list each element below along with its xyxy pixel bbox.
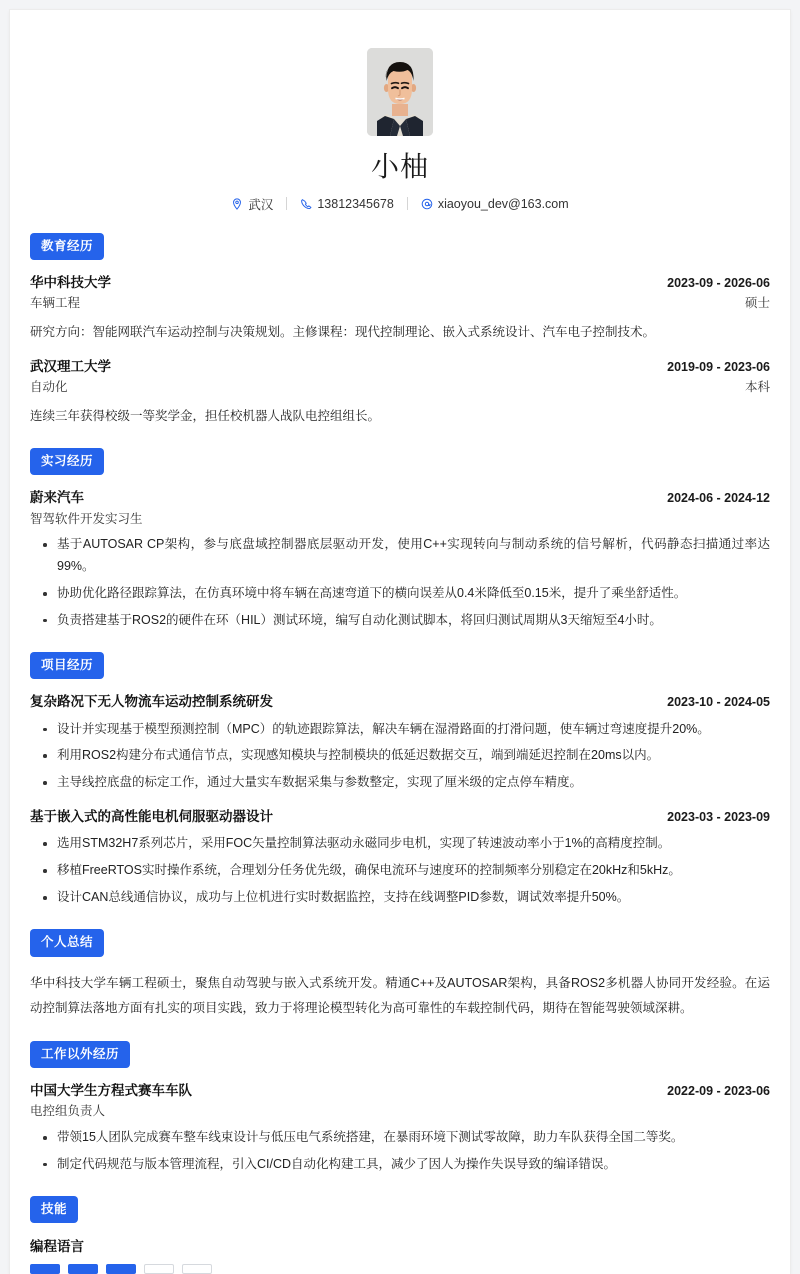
education-entry <box>30 357 770 428</box>
section-summary <box>30 929 770 1021</box>
list-item: 设计并实现基于模型预测控制（MPC）的轨迹跟踪算法，解决车辆在湿滑路面的打滑问题，使车辆过弯速度提升20%。 <box>30 719 770 741</box>
list-item: 基于AUTOSAR CP架构，参与底盘域控制器底层驱动开发，使用C++实现转向与制动系统的信号解析，代码静态扫描通过率达99%。 <box>30 534 770 578</box>
activity-list <box>30 1127 770 1176</box>
education-description: 连续三年获得校级一等奖学金，担任校机器人战队电控组组长。 <box>30 408 381 423</box>
page-title: 小柚 <box>370 151 429 182</box>
skill-rating-box-filled <box>68 1264 98 1274</box>
job-title: 智驾软件开发实习生 <box>30 511 143 526</box>
location-pin-icon <box>231 198 243 210</box>
project-detail-list <box>30 719 770 795</box>
entry-header <box>30 807 770 827</box>
list-item: 负责搭建基于ROS2的硬件在环（HIL）测试环境，编写自动化测试脚本，将回归测试周期从3天缩短至4小时。 <box>30 610 770 632</box>
contact-phone-value: 13812345678 <box>317 196 394 211</box>
section-badge-extracurricular: 工作以外经历 <box>30 1041 130 1069</box>
section-badge-skills: 技能 <box>30 1196 78 1224</box>
organization-name: 中国大学生方程式赛车车队 <box>30 1083 192 1099</box>
skill-rating-box-filled <box>106 1264 136 1274</box>
list-item: 设计CAN总线通信协议，成功与上位机进行实时数据监控，支持在线调整PID参数，调试效率提升50%。 <box>30 887 770 909</box>
resume-page <box>10 10 790 1274</box>
contact-email <box>408 197 582 211</box>
entry-header <box>30 357 770 377</box>
skill-item <box>30 1237 770 1273</box>
internship-entry <box>30 488 770 632</box>
resume-header <box>30 10 770 213</box>
major: 车辆工程 <box>30 296 81 311</box>
date-range: 2023-09 - 2026-06 <box>667 276 770 291</box>
project-entry <box>30 807 770 909</box>
section-projects <box>30 652 770 909</box>
school-name: 武汉理工大学 <box>30 358 111 374</box>
project-detail-list <box>30 833 770 909</box>
date-range: 2023-10 - 2024-05 <box>667 695 770 710</box>
project-entry <box>30 692 770 794</box>
contact-row <box>30 195 770 213</box>
skill-rating-box-empty <box>182 1264 212 1274</box>
avatar <box>367 48 433 136</box>
role-title: 电控组负责人 <box>30 1104 106 1119</box>
entry-header <box>30 1081 770 1101</box>
avatar-container <box>30 48 770 136</box>
section-badge-projects: 项目经历 <box>30 652 104 680</box>
responsibility-list <box>30 534 770 632</box>
list-item: 制定代码规范与版本管理流程，引入CI/CD自动化构建工具，减少了因人为操作失误导致的编译错误。 <box>30 1154 770 1176</box>
list-item: 协助优化路径跟踪算法，在仿真环境中将车辆在高速弯道下的横向误差从0.4米降低至0.15米，提升了乘坐舒适性。 <box>30 583 770 605</box>
personal-summary-text: 华中科技大学车辆工程硕士，聚焦自动驾驶与嵌入式系统开发。精通C++及AUTOSAR架构，具备ROS2多机器人协同开发经验。在运动控制算法落地方面有扎实的项目实践，致力于将理论模型转化为高可靠性的车载控制代码，期待在智能驾驶领域深耕。 <box>30 975 770 1015</box>
entry-subheader <box>30 510 770 529</box>
degree: 本科 <box>744 380 770 395</box>
project-name: 基于嵌入式的高性能电机伺服驱动器设计 <box>30 809 273 825</box>
section-badge-internship: 实习经历 <box>30 448 104 476</box>
section-skills <box>30 1196 770 1274</box>
at-email-icon <box>421 198 433 210</box>
phone-icon <box>300 198 312 210</box>
education-description: 研究方向：智能网联汽车运动控制与决策规划。主修课程：现代控制理论、嵌入式系统设计、汽车电子控制技术。 <box>30 325 656 340</box>
section-education <box>30 233 770 428</box>
section-badge-summary: 个人总结 <box>30 929 104 957</box>
major: 自动化 <box>30 380 68 395</box>
contact-phone <box>287 197 406 211</box>
education-entry <box>30 273 770 344</box>
list-item: 移植FreeRTOS实时操作系统，合理划分任务优先级，确保电流环与速度环的控制频率分别稳定在20kHz和5kHz。 <box>30 860 770 882</box>
section-badge-education: 教育经历 <box>30 233 104 261</box>
list-item: 主导线控底盘的标定工作，通过大量实车数据采集与参数整定，实现了厘米级的定点停车精度。 <box>30 772 770 794</box>
date-range: 2023-03 - 2023-09 <box>667 810 770 825</box>
contact-email-value: xiaoyou_dev@163.com <box>437 196 569 211</box>
degree: 硕士 <box>744 296 770 311</box>
date-range: 2024-06 - 2024-12 <box>667 491 770 506</box>
list-item: 选用STM32H7系列芯片，采用FOC矢量控制算法驱动永磁同步电机，实现了转速波动率小于1%的高精度控制。 <box>30 833 770 855</box>
section-extracurricular <box>30 1041 770 1176</box>
entry-header <box>30 273 770 293</box>
entry-header <box>30 692 770 712</box>
entry-subheader <box>30 294 770 313</box>
extracurricular-entry <box>30 1081 770 1176</box>
list-item: 带领15人团队完成赛车整车线束设计与低压电气系统搭建，在暴雨环境下测试零故障，助力车队获得全国二等奖。 <box>30 1127 770 1149</box>
company-name: 蔚来汽车 <box>30 490 84 506</box>
skill-rating-box-empty <box>144 1264 174 1274</box>
list-item: 利用ROS2构建分布式通信节点，实现感知模块与控制模块的低延迟数据交互，端到端延迟控制在20ms以内。 <box>30 745 770 767</box>
school-name: 华中科技大学 <box>30 275 111 291</box>
contact-location-value: 武汉 <box>248 197 274 212</box>
entry-subheader <box>30 378 770 397</box>
date-range: 2019-09 - 2023-06 <box>667 359 770 374</box>
contact-location <box>218 195 286 213</box>
skill-rating <box>30 1264 770 1274</box>
entry-header <box>30 488 770 508</box>
skill-label: 编程语言 <box>30 1239 84 1255</box>
section-internship <box>30 448 770 632</box>
skill-rating-box-filled <box>30 1264 60 1274</box>
date-range: 2022-09 - 2023-06 <box>667 1084 770 1099</box>
project-name: 复杂路况下无人物流车运动控制系统研发 <box>30 694 273 710</box>
entry-subheader <box>30 1102 770 1121</box>
